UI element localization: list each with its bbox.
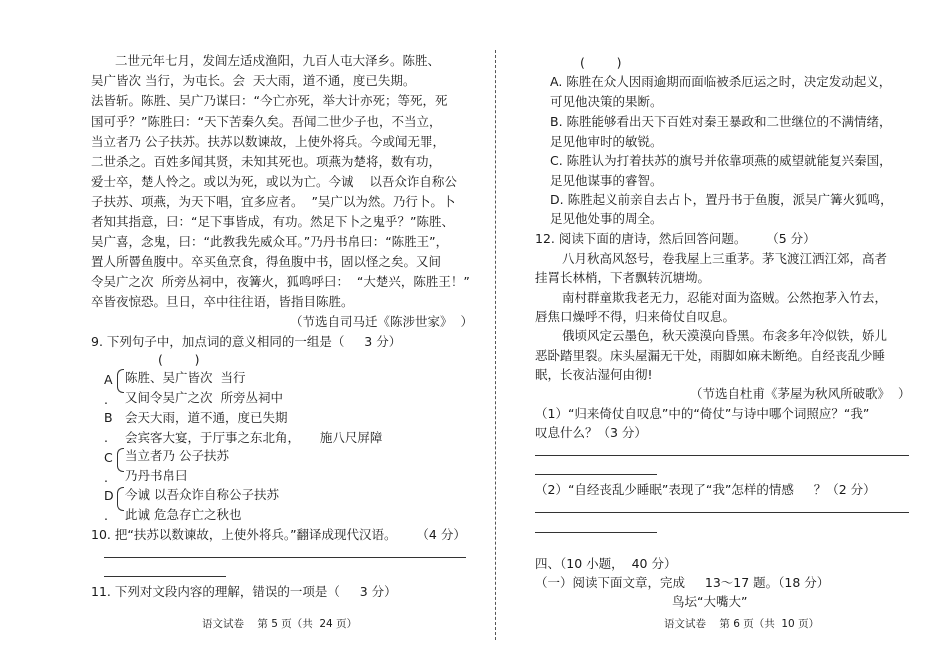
q9-option-text[interactable]: 当立者乃 公子扶苏 [125, 448, 229, 463]
answer-line[interactable] [104, 557, 466, 558]
passage-line: 卒皆夜惊恐。旦日，卒中往往语，皆指目陈胜。 [91, 294, 354, 309]
q9-option-letter: B [104, 410, 113, 425]
passage-line: 者知其指意，曰：“足下事皆成，有功。然足下卜之鬼乎？”陈胜、 [91, 214, 454, 229]
q9-option-dot: . [104, 470, 108, 485]
answer-line[interactable] [535, 512, 909, 513]
page-footer-right: 语文试卷 第 6 页（共 10 页） [664, 618, 820, 630]
article-title: 鸟坛“大嘴大” [672, 594, 748, 609]
passage-line: 二世元年七月，发闾左适戍渔阳，九百人屯大泽乡。陈胜、 [115, 53, 441, 68]
q11-option[interactable]: 足见他谋事的睿智。 [550, 173, 663, 188]
q12-sub1: （1）“归来倚仗自叹息”中的“倚仗”与诗中哪个词照应？“我” [535, 406, 870, 421]
poem-line: 眠，长夜沾湿何由彻! [535, 367, 653, 382]
passage-line: 法皆斩。陈胜、吴广乃谋曰：“今亡亦死，举大计亦死；等死，死 [91, 93, 448, 108]
passage-line: 吴广皆次 当行，为屯长。会 天大雨，道不通，度已失期。 [91, 73, 416, 88]
brace-icon [117, 448, 124, 472]
q12-sub2: （2）“自经丧乱少睡眠”表现了“我”怎样的情感 ？（2 分） [535, 482, 876, 497]
poem-source: （节选自杜甫《茅屋为秋风所破歌》 ） [690, 386, 911, 401]
q9-option-dot: . [104, 392, 108, 407]
q9-option-text[interactable]: 此诚 危急存亡之秋也 [125, 507, 242, 522]
answer-line[interactable] [535, 474, 657, 475]
poem-line: 南村群童欺我老无力，忍能对面为盗贼。公然抱茅入竹去， [562, 290, 888, 305]
q9-stem: 9. 下列句子中，加点词的意义相同的一组是（ 3 分） [91, 334, 402, 349]
q11-option[interactable]: 可见他决策的果断。 [550, 94, 663, 109]
passage-line: 二世杀之。百姓多闻其贤，未知其死也。项燕为楚将，数有功， [91, 154, 442, 169]
q9-option-dot: . [104, 430, 108, 445]
q11-answer-paren[interactable]: ( ) [580, 55, 622, 70]
q11-option[interactable]: B. 陈胜能够看出天下百姓对秦王暴政和二世继位的不满情绪， [550, 114, 892, 129]
answer-line[interactable] [535, 532, 657, 533]
section-subheading: （一）阅读下面文章，完成 13～17 题。（18 分） [535, 575, 830, 590]
q9-option-text[interactable]: 今诚 以吾众诈自称公子扶苏 [125, 487, 279, 502]
section-heading: 四、（10 小题， 40 分） [535, 556, 677, 571]
q9-answer-paren[interactable]: ( ) [158, 352, 200, 367]
q11-option[interactable]: 足见他审时的敏锐。 [550, 134, 663, 149]
q10-stem: 10. 把“扶苏以数谏故，上使外将兵。”翻译成现代汉语。 （4 分） [91, 527, 466, 542]
q11-option[interactable]: D. 陈胜起义前亲自去占卜，置丹书于鱼腹，派吴广篝火狐鸣， [550, 192, 893, 207]
q9-option-dot: . [104, 508, 108, 523]
poem-line: 恶卧踏里裂。床头屋漏无干处，雨脚如麻未断绝。自经丧乱少睡 [535, 348, 886, 363]
passage-source: （节选自司马迁《陈涉世家》 ） [290, 314, 473, 329]
q12-sub1: 叹息什么？（3 分） [535, 425, 647, 440]
q9-option-text[interactable]: 会天大雨，道不通，度已失期 [125, 410, 288, 425]
passage-line: 当立者乃 公子扶苏。扶苏以数谏故，上使外将兵。今或闻无罪， [91, 134, 445, 149]
q9-option-text[interactable]: 陈胜、吴广皆次 当行 [125, 370, 246, 385]
q9-option-text[interactable]: 又间令吴广之次 所旁丛祠中 [125, 390, 283, 405]
q9-option-letter: D [104, 488, 114, 503]
q9-option-letter: A [104, 372, 113, 387]
passage-line: 爱士卒，楚人怜之。或以为死，或以为亡。今诚 以吾众诈自称公 [91, 174, 457, 189]
q9-option-letter: C [104, 450, 113, 465]
q11-option[interactable]: C. 陈胜认为打着扶苏的旗号并依靠项燕的威望就能复兴秦国， [550, 153, 892, 168]
page-footer-left: 语文试卷 第 5 页（共 24 页） [202, 618, 358, 630]
passage-line: 子扶苏、项燕，为天下唱，宜多应者。 ”吴广以为然。乃行卜。卜 [91, 194, 456, 209]
brace-icon [117, 369, 124, 393]
q9-option-text[interactable]: 乃丹书帛曰 [125, 468, 188, 483]
q11-option[interactable]: 足见他处事的周全。 [550, 211, 663, 226]
brace-icon [117, 487, 124, 511]
passage-line: 国可乎？”陈胜曰：“天下苦秦久矣。吾闻二世少子也，不当立， [91, 114, 442, 129]
q12-stem: 12. 阅读下面的唐诗，然后回答问题。 （5 分） [535, 231, 816, 246]
answer-line[interactable] [535, 455, 909, 456]
passage-line: 吴广喜，念鬼，曰：“此教我先威众耳。”乃丹书帛曰：“陈胜王”， [91, 234, 449, 249]
poem-line: 八月秋高风怒号，卷我屋上三重茅。茅飞渡江洒江郊，高者 [562, 251, 888, 266]
poem-line: 俄顷风定云墨色，秋天漠漠向昏黑。布衾多年冷似铁，娇儿 [562, 328, 888, 343]
answer-line[interactable] [104, 576, 226, 577]
passage-line: 置人所罾鱼腹中。卒买鱼烹食，得鱼腹中书，固以怪之矣。又间 [91, 254, 442, 269]
poem-line: 唇焦口燥呼不得，归来倚仗自叹息。 [535, 309, 736, 324]
q9-option-text[interactable]: 会宾客大宴，于厅事之东北角， 施八尺屏障 [125, 430, 383, 445]
page-divider [495, 50, 496, 640]
passage-line: 令吴广之次 所旁丛祠中，夜篝火，狐鸣呼曰： “大楚兴，陈胜王！” [91, 274, 470, 289]
q11-stem: 11. 下列对文段内容的理解，错误的一项是（ 3 分） [91, 584, 397, 599]
poem-line: 挂罥长林梢，下者飘转沉塘坳。 [535, 270, 711, 285]
q11-option[interactable]: A. 陈胜在众人因雨逾期而面临被杀厄运之时，决定发动起义， [550, 74, 892, 89]
